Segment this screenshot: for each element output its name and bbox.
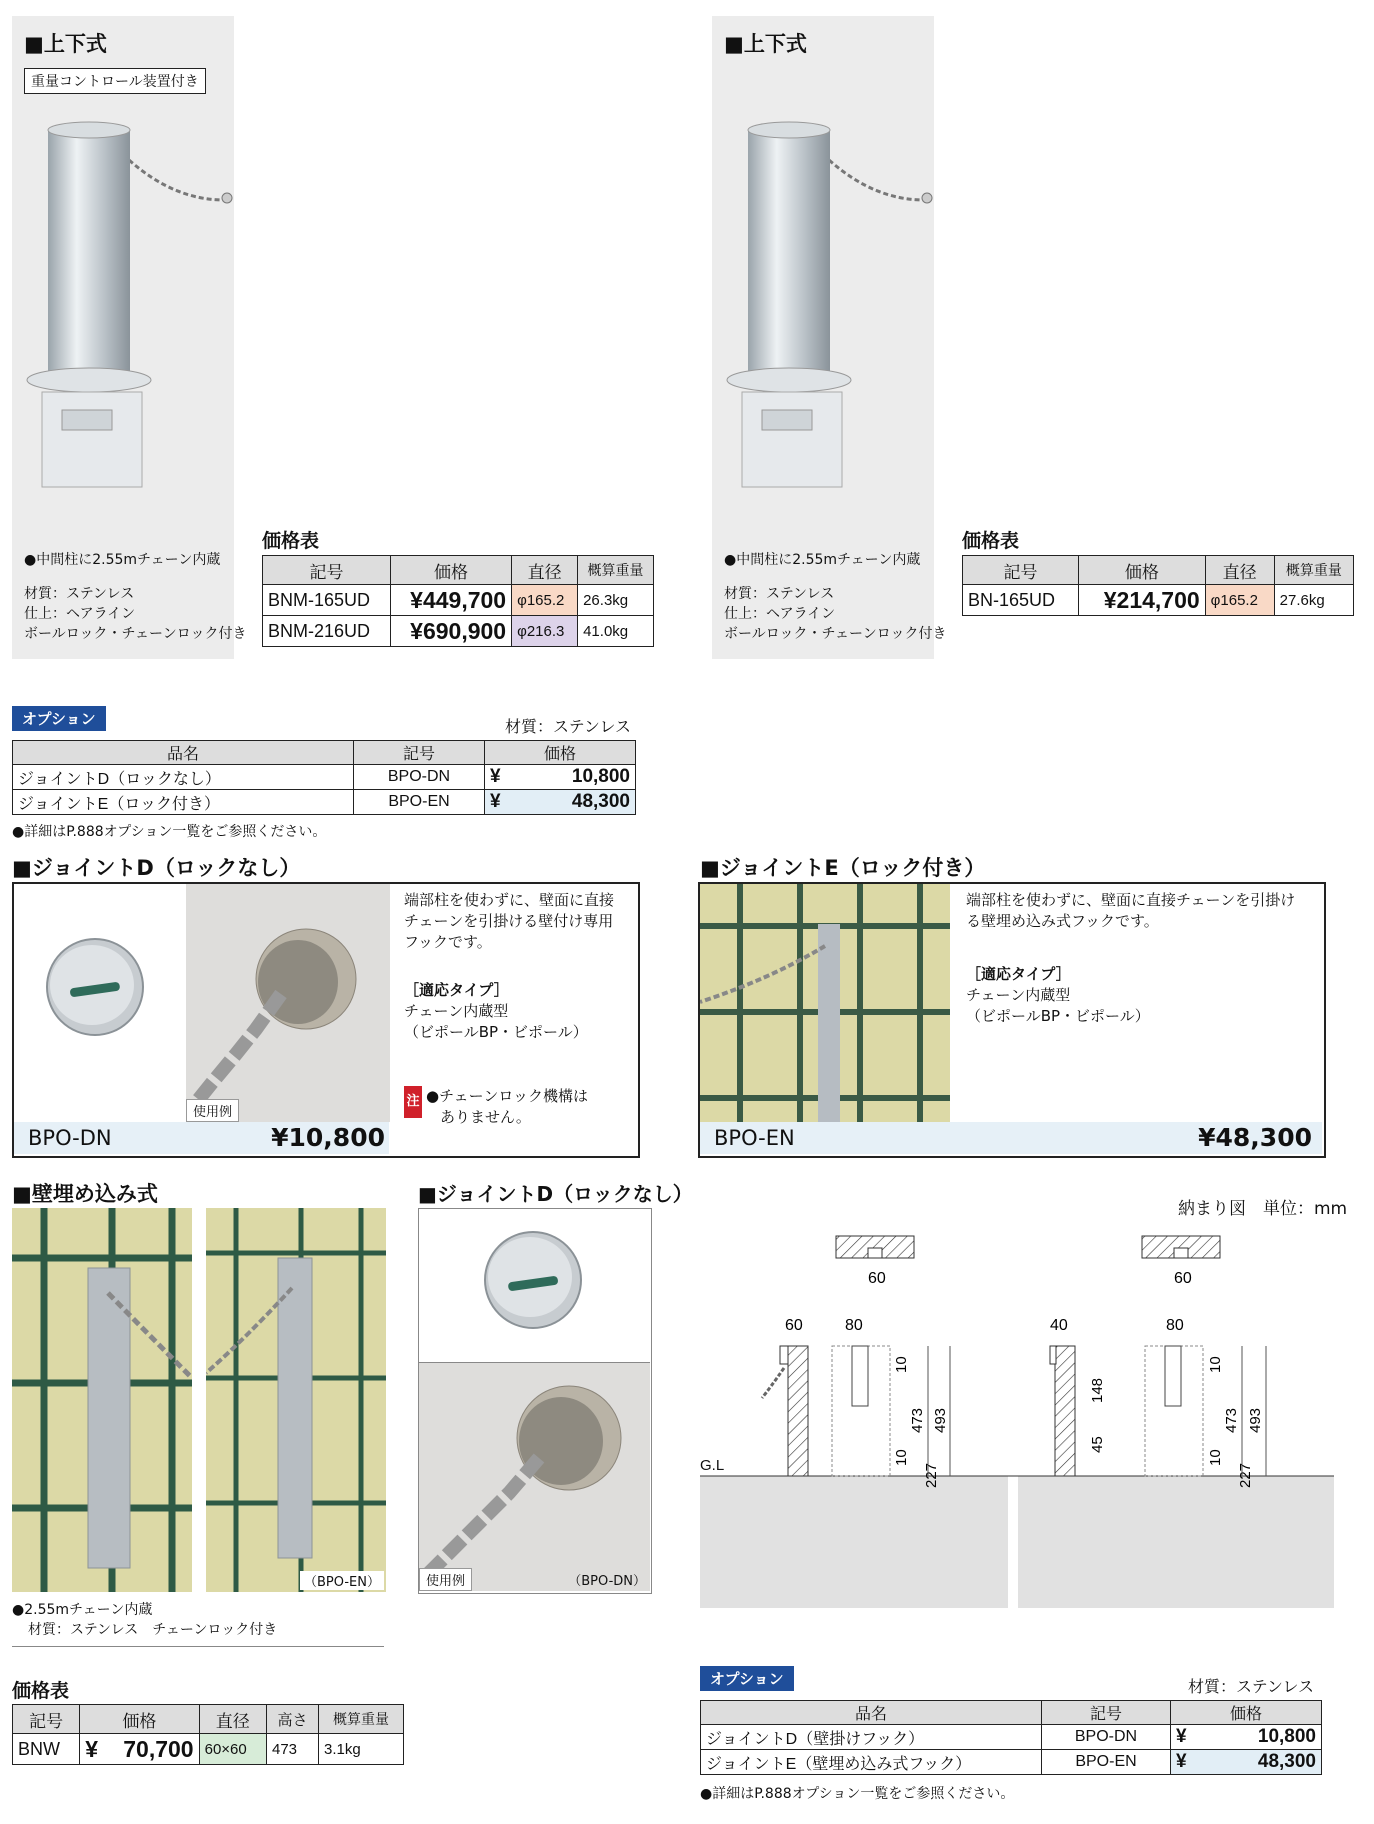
jointD-product-image <box>40 935 160 1045</box>
svg-text:473: 473 <box>1223 1407 1240 1433</box>
svg-text:40: 40 <box>1050 1317 1068 1334</box>
wall-heading: ■壁埋め込み式 <box>12 1182 158 1206</box>
option1-table: 品名 記号 価格 ジョイントD（ロックなし） BPO-DN ¥ 10,800 ジョイントE（ロック付き） BPO-EN ¥ 48,300 <box>12 740 636 815</box>
svg-text:10: 10 <box>1207 1449 1224 1466</box>
jointD2-code-caption: （BPO-DN） <box>568 1574 646 1589</box>
jointD-price: ¥10,800 <box>271 1123 385 1152</box>
right-spec-finish: 仕上：ヘアライン <box>724 606 836 622</box>
option2-material: 材質：ステンレス <box>1188 1677 1315 1696</box>
option1-material: 材質：ステンレス <box>505 717 632 736</box>
right-product-heading: ■上下式 <box>724 32 807 56</box>
jointE-type: ［適応タイプ］ チェーン内蔵型 （ビポールBP・ビポール） <box>966 965 1150 1025</box>
wall-photo-1-drawing <box>12 1208 192 1592</box>
gl-label: G.L <box>700 1457 725 1474</box>
jointD-footer <box>14 1122 389 1154</box>
svg-text:10: 10 <box>893 1356 910 1373</box>
table-row: ジョイントE（ロック付き） BPO-EN ¥ 48,300 <box>13 790 636 815</box>
svg-text:80: 80 <box>1166 1317 1184 1334</box>
svg-text:493: 493 <box>1247 1407 1264 1433</box>
svg-text:60: 60 <box>868 1270 886 1287</box>
table-row: ジョイントD（壁掛けフック） BPO-DN ¥ 10,800 <box>701 1725 1322 1750</box>
option2-table: 品名 記号 価格 ジョイントD（壁掛けフック） BPO-DN ¥ 10,800 ジョイントE（壁埋め込み式フック） BPO-EN ¥ 48,300 <box>700 1700 1322 1775</box>
jointD-usage-caption: 使用例 <box>186 1099 239 1122</box>
table-row: BNM-165UD ¥449,700 φ165.2 26.3kg <box>263 585 654 616</box>
svg-text:80: 80 <box>845 1317 863 1334</box>
left-spec-lock: ボールロック・チェーンロック付き <box>24 626 247 642</box>
jointD2-usage-drawing <box>419 1363 650 1591</box>
svg-text:227: 227 <box>923 1462 940 1488</box>
jointD2-usage-photo <box>419 1363 650 1591</box>
table-row: BN-165UD ¥214,700 φ165.2 27.6kg <box>963 585 1354 616</box>
jointE-heading: ■ジョイントE（ロック付き） <box>700 856 986 880</box>
left-spec-finish: 仕上：ヘアライン <box>24 606 136 622</box>
jointD-code: BPO-DN <box>28 1126 112 1150</box>
caution-icon: 注 <box>404 1086 422 1118</box>
table-row: ジョイントD（ロックなし） BPO-DN ¥ 10,800 <box>13 765 636 790</box>
right-bollard-image <box>724 120 934 490</box>
left-product-bullet: ●中間柱に2.55mチェーン内蔵 <box>24 552 221 568</box>
jointE-code: BPO-EN <box>714 1126 795 1150</box>
left-spec-material: 材質：ステンレス <box>24 586 135 602</box>
svg-text:493: 493 <box>932 1407 949 1433</box>
svg-text:60: 60 <box>1174 1270 1192 1287</box>
svg-text:60: 60 <box>785 1317 803 1334</box>
left-product-badge: 重量コントロール装置付き <box>24 68 206 94</box>
option2-note: ●詳細はP.888オプション一覧をご参照ください。 <box>700 1786 1015 1802</box>
jointE-footer <box>700 1122 1322 1154</box>
col-price: 価格 <box>391 556 512 585</box>
jointD2-usage-caption: 使用例 <box>419 1568 472 1591</box>
right-spec-lock: ボールロック・チェーンロック付き <box>724 626 947 642</box>
jointE-photo <box>700 884 950 1122</box>
wall-photo-1 <box>12 1208 192 1592</box>
wall-photo-2 <box>206 1208 386 1592</box>
right-spec-material: 材質：ステンレス <box>724 586 835 602</box>
option2-tag: オプション <box>700 1666 794 1691</box>
svg-text:148: 148 <box>1089 1377 1106 1403</box>
left-price-title: 価格表 <box>262 530 320 552</box>
wall-bullet: ●2.55mチェーン内蔵 <box>12 1602 153 1618</box>
jointD-note: 注 ●チェーンロック機構は ありません。 <box>404 1086 588 1128</box>
col-diameter: 直径 <box>512 556 578 585</box>
jointD-desc: 端部柱を使わずに、壁面に直接 チェーンを引掛ける壁付け専用 フックです。 <box>404 891 615 951</box>
table-row: BNW ¥ 70,700 60×60 473 3.1kg <box>13 1734 404 1765</box>
svg-text:473: 473 <box>909 1407 926 1433</box>
svg-text:10: 10 <box>893 1449 910 1466</box>
option1-note: ●詳細はP.888オプション一覧をご参照ください。 <box>12 824 327 840</box>
jointD-type: ［適応タイプ］ チェーン内蔵型 （ビポールBP・ビポール） <box>404 981 588 1041</box>
right-price-title: 価格表 <box>962 530 1020 552</box>
jointD-usage-drawing <box>186 884 390 1122</box>
bottom-price-table: 記号 価格 直径 高さ 概算重量 BNW ¥ 70,700 60×60 473 3.1kg <box>12 1704 404 1765</box>
jointD2-heading: ■ジョイントD（ロックなし） <box>418 1182 693 1206</box>
jointE-desc: 端部柱を使わずに、壁面に直接チェーンを引掛け る壁埋め込み式フックです。 <box>966 891 1296 930</box>
right-product-bullet: ●中間柱に2.55mチェーン内蔵 <box>724 552 921 568</box>
table-row: BNM-216UD ¥690,900 φ216.3 41.0kg <box>263 616 654 647</box>
wall-divider <box>12 1646 384 1647</box>
jointD-heading: ■ジョイントD（ロックなし） <box>12 856 301 880</box>
option1-tag: オプション <box>12 706 106 731</box>
col-code: 記号 <box>263 556 391 585</box>
wall-photo-caption: （BPO-EN） <box>300 1571 384 1590</box>
jointE-photo-drawing <box>700 884 950 1122</box>
wall-spec: 材質：ステンレス チェーンロック付き <box>28 1622 278 1638</box>
right-price-table: 記号 価格 直径 概算重量 BN-165UD ¥214,700 φ165.2 27.6kg <box>962 555 1354 616</box>
drawing-title: 納まり図 単位：mm <box>1178 1199 1348 1219</box>
installation-drawing <box>700 1228 1334 1608</box>
wall-photo-2-drawing <box>206 1208 386 1592</box>
jointD2-product-image <box>478 1225 588 1335</box>
jointE-price: ¥48,300 <box>1198 1123 1312 1152</box>
jointD-usage-photo <box>186 884 390 1122</box>
bottom-price-title: 価格表 <box>12 1680 70 1702</box>
left-product-heading: ■上下式 <box>24 32 107 56</box>
col-weight: 概算重量 <box>578 556 654 585</box>
table-row: ジョイントE（壁埋め込み式フック） BPO-EN ¥ 48,300 <box>701 1750 1322 1775</box>
left-bollard-image <box>24 120 234 490</box>
left-price-table <box>262 555 654 647</box>
svg-text:45: 45 <box>1089 1436 1106 1453</box>
svg-text:10: 10 <box>1207 1356 1224 1373</box>
svg-text:227: 227 <box>1237 1462 1254 1488</box>
